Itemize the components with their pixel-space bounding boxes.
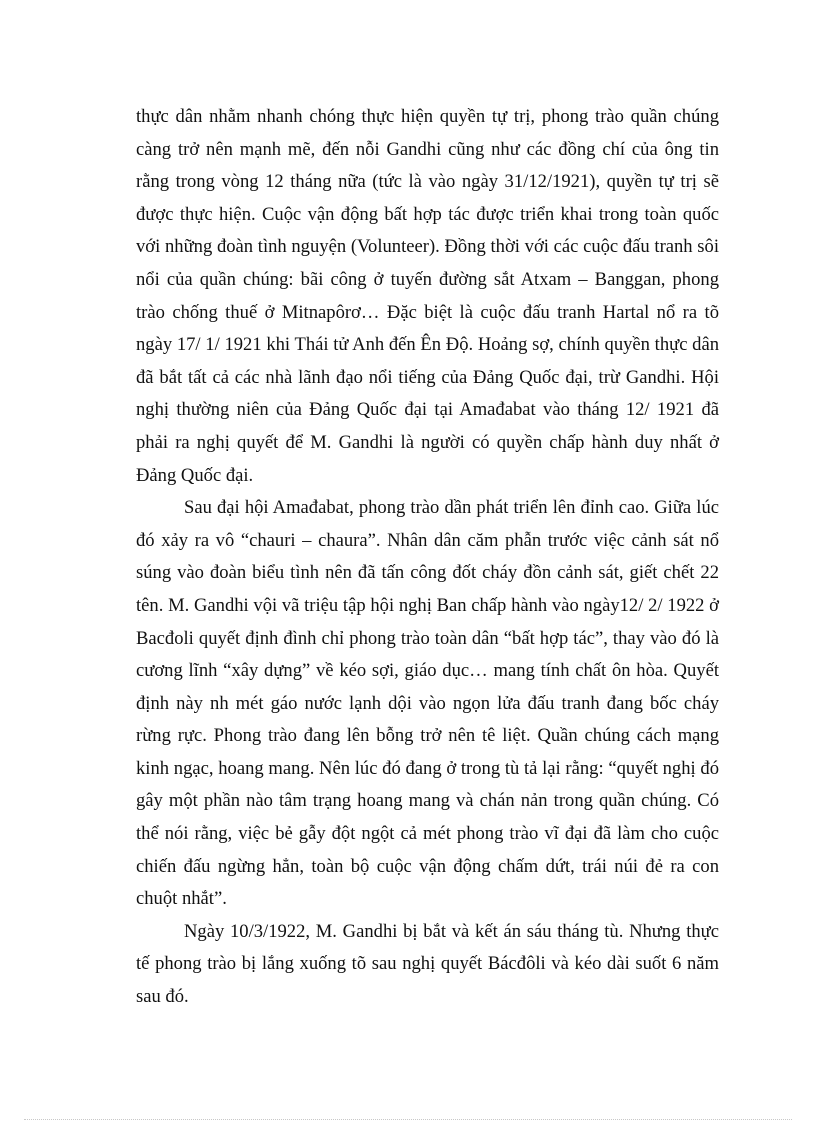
paragraph-1: thực dân nhằm nhanh chóng thực hiện quyền tự trị, phong trào quần chúng càng trở nên mạnh mẽ, đến nỗi Gandhi cũng như các đồng chí của ông tin rằng trong vòng 12 tháng nữa (tức là vào ngày 31/12/1921), quyền tự trị sẽ được thực hiện. Cuộc vận động bất hợp tác được triển khai trong toàn quốc với những đoàn tình nguyện (Volunteer). Đồng thời với các cuộc đấu tranh sôi nổi của quần chúng: bãi công ở tuyến đường sắt Atxam – Banggan, phong trào chống thuế ở Mitnapôrơ… Đặc biệt là cuộc đấu tranh Hartal nổ ra tõ ngày 17/ 1/ 1921 khi Thái tử Anh đến Ên Độ. Hoảng sợ, chính quyền thực dân đã bắt tất cả các nhà lãnh đạo nổi tiếng của Đảng Quốc đại, trừ Gandhi. Hội nghị thường niên của Đảng Quốc đại tại Amađabat vào tháng 12/ 1921 đã phải ra nghị quyết để M. Gandhi là người có quyền chấp hành duy nhất ở Đảng Quốc đại. [136,106,719,486]
paragraph-2: Sau đại hội Amađabat, phong trào dần phát triển lên đỉnh cao. Giữa lúc đó xảy ra vô “chauri – chaura”. Nhân dân căm phẫn trước việc cảnh sát nổ súng vào đoàn biểu tình nên đã tấn công đốt cháy đồn cảnh sát, giết chết 22 tên. M. Gandhi vội vã triệu tập hội nghị Ban chấp hành vào ngày12/ 2/ 1922 ở Bacđoli quyết định đình chỉ phong trào toàn dân “bất hợp tác”, thay vào đó là cương lĩnh “xây dựng” về kéo sợi, giáo dục… mang tính chất ôn hòa. Quyết định này nh mét gáo nước lạnh dội vào ngọn lửa đấu tranh đang bốc cháy rừng rực. Phong trào đang lên bỗng trở nên tê liệt. Quần chúng cách mạng kinh ngạc, hoang mang. Nên lúc đó đang ở trong tù tả lại rằng: “quyết nghị đó gây một phần nào tâm trạng hoang mang và chán nản trong quần chúng. Có thể nói rằng, việc bẻ gẫy đột ngột cả mét phong trào vĩ đại đã làm cho cuộc chiến đấu ngừng hẳn, toàn bộ cuộc vận động chấm dứt, trái núi đẻ ra con chuột nhắt”. [136,497,719,910]
paragraph-3: Ngày 10/3/1922, M. Gandhi bị bắt và kết án sáu tháng tù. Nhưng thực tế phong trào bị lắng xuống tõ sau nghị quyết Bácđôli và kéo dài suốt 6 năm sau đó. [136,920,719,1008]
page-bottom-divider [24,1119,792,1120]
document-body [136,101,719,1014]
